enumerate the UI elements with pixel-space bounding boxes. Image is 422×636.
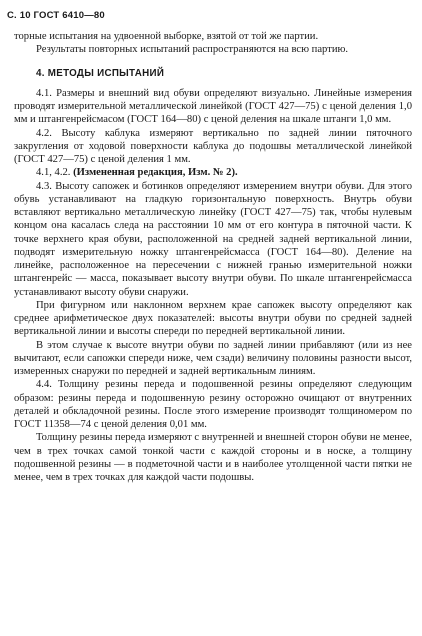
paragraph-figured-edge: При фигурном или наклонном верхнем крае сапожек высоту определяют как среднее арифметическое двух показателей: высоты внутри обуви по средней задней вертикальной линии и высоты спереди по передней вертикальной линии.	[14, 299, 412, 338]
amendment-text: (Измененная редакция, Изм. № 2).	[73, 167, 238, 179]
paragraph-thickness-measure: Толщину резины переда измеряют с внутренней и внешней сторон обуви не менее, чем в трех точках самой тонкой части с каждой стороны и в носке, а толщину подошвенной резины — в подметочной части и в наиболее утолщенной части пятки не менее, чем в трех точках для каждой части подошвы.	[14, 432, 412, 483]
paragraph-amendment-note	[14, 166, 412, 179]
paragraph-4-2: 4.2. Высоту каблука измеряют вертикально по задней линии пяточного закругления от ходовой поверхности каблука до подошвы металлической линейкой (ГОСТ 427—75) с ценой деления 1 мм.	[14, 127, 412, 165]
paragraph-height-adjustment: В этом случае к высоте внутри обуви по задней линии прибавляют (или из нее вычитают, если сапожки спереди ниже, чем сзади) величину половины разности высот, измеренных снаружи по передней и задней вертикальным линиям.	[14, 339, 412, 377]
paragraph-4-4: 4.4. Толщину резины переда и подошвенной резины определяют следующим образом: резины переда и подошвенную резину осторожно очищают от внутренних деталей и обкладочной резины. После этого измерение производят толщиномером по ГОСТ 11358—74 с ценой деления 0,01 мм.	[14, 379, 412, 430]
section-title: 4. МЕТОДЫ ИСПЫТАНИЙ	[36, 67, 165, 79]
paragraph-continuation: торные испытания на удвоенной выборке, взятой от той же партии.	[14, 31, 319, 42]
page-header: С. 10 ГОСТ 6410—80	[7, 10, 105, 21]
paragraph-4-3: 4.3. Высоту сапожек и ботинков определяют измерением внутри обуви. Для этого обувь устанавливают на гладкую горизонтальную поверхность. Внутрь обуви вставляют вертикально металлическую линейку (ГОСТ 427—75) так, чтобы нулевым концом она касалась следа на расстоянии 10 мм от его контура в пяточной части. К точке верхнего края обуви, расположенной на средней задней вертикальной линии, подводят измерительную ножку штангенрейсмасса (ГОСТ 164—80). Деление на линейке, расположенное на пересечении с нижней гранью измерительной ножки штангенрейс — масса, показывает высоту внутри обуви. По шкале штангенрейсмасса устанавливают высоту обуви снаружи.	[14, 180, 412, 298]
paragraph-results: Результаты повторных испытаний распространяются на всю партию.	[36, 44, 349, 56]
document-body	[14, 30, 412, 484]
paragraph-4-1: 4.1. Размеры и внешний вид обуви определяют визуально. Линейные измерения проводят измерительной металлической линейкой (ГОСТ 427—75) с ценой деления 1,0 мм и штангенрейсмасом (ГОСТ 164—80) с ценой деления на шкале штанги 1,0 мм.	[14, 87, 412, 126]
amendment-prefix: 4.1, 4.2.	[36, 167, 74, 179]
